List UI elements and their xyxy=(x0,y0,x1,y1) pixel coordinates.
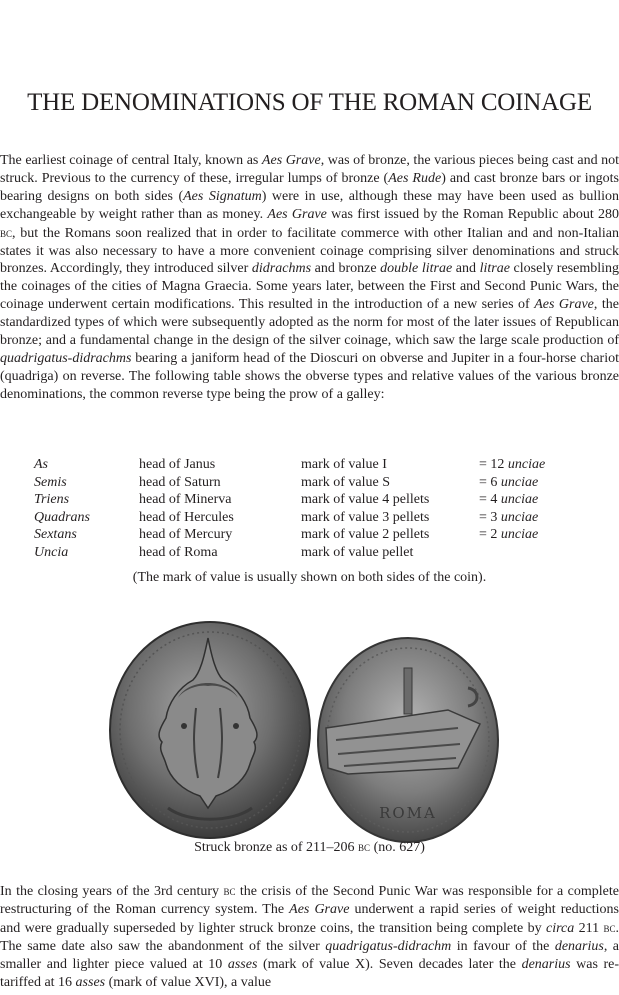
denomination-type: head of Minerva xyxy=(139,492,232,508)
denominations-table xyxy=(34,456,599,562)
intro-paragraph: The earliest coinage of central Italy, known as Aes Grave, was of bronze, the various pieces being cast and not struck. Previous to the currency of these, irregular lumps of bronze (Aes Rude) and cast bronze bars or ingots bearing designs on both sides (Aes Signatum) were in use, although these may have been used as bullion exchangeable by weight rather than as money. Aes Grave was first issued by the Roman Republic about 280 bc, but the Romans soon realized that in order to facilitate commerce with other Italian and and non-Italian states it was also necessary to have a more convenient coinage comprising silver denominations and struck bronzes. Accordingly, they introduced silver didrachms and bronze double litrae and litrae closely resembling the coinages of the cities of Magna Graecia. Some years later, between the First and Second Punic Wars, the coinage underwent certain modifications. This resulted in the introduction of a new series of Aes Grave, the standardized types of which were subsequently adopted as the norm for most of the later issues of Republican bronze; and a fundamental change in the design of the silver coinage, which saw the large scale production of quadrigatus-didrachms bearing a janiform head of the Dioscuri on obverse and Jupiter in a four-horse chariot (quadriga) on reverse. The following table shows the obverse types and relative values of the various bronze denominations, the common reverse type being the prow of a galley: xyxy=(0,153,619,402)
denomination-name: Uncia xyxy=(34,544,69,560)
denomination-row xyxy=(34,526,599,544)
figure-caption: Struck bronze as of 211–206 bc (no. 627) xyxy=(194,839,425,855)
denomination-row xyxy=(34,474,599,492)
denomination-type: head of Mercury xyxy=(139,527,233,543)
denomination-row xyxy=(34,491,599,509)
denomination-value xyxy=(479,544,599,562)
table-note: (The mark of value is usually shown on both sides of the coin). xyxy=(132,570,487,585)
denomination-row xyxy=(34,509,599,527)
denomination-name: Triens xyxy=(34,492,70,508)
denomination-row xyxy=(34,456,599,474)
denomination-mark: mark of value S xyxy=(301,474,391,490)
reverse-legend: ROMA xyxy=(379,804,437,822)
denomination-value: = 2 unciae xyxy=(479,527,539,543)
denomination-mark: mark of value 3 pellets xyxy=(301,509,430,525)
denomination-type: head of Saturn xyxy=(139,474,221,490)
denomination-mark: mark of value 4 pellets xyxy=(301,492,430,508)
denomination-value: = 6 unciae xyxy=(479,474,539,490)
denomination-mark: mark of value pellet xyxy=(301,544,414,560)
closing-paragraph: In the closing years of the 3rd century bc the crisis of the Second Punic War was responsible for a complete restructuring of the Roman currency system. The Aes Grave underwent a rapid series of weight reductions and were gradually superseded by lighter struck bronze coins, the transition being complete by circa 211 bc. The same date also saw the abandonment of the silver quadrigatus-didrachm in favour of the denarius, a smaller and lighter piece valued at 10 asses (mark of value X). Seven decades later the denarius was re-tariffed at 16 asses (mark of value XVI), a value xyxy=(0,883,619,990)
denomination-value: = 12 unciae xyxy=(479,457,546,472)
denomination-value: = 3 unciae xyxy=(479,509,539,525)
denomination-name: Semis xyxy=(34,474,67,490)
denomination-name: Quadrans xyxy=(34,509,91,525)
denomination-type: head of Janus xyxy=(139,457,216,472)
denomination-row xyxy=(34,544,599,562)
denomination-value: = 4 unciae xyxy=(479,492,539,508)
coin-photo xyxy=(108,618,508,843)
denomination-name: As xyxy=(34,457,48,472)
denomination-mark: mark of value I xyxy=(301,457,387,472)
page-title: THE DENOMINATIONS OF THE ROMAN COINAGE xyxy=(27,89,592,116)
coin-obverse xyxy=(110,622,310,838)
denomination-type: head of Hercules xyxy=(139,509,234,525)
coin-figure xyxy=(108,618,508,843)
denomination-type: head of Roma xyxy=(139,544,218,560)
denomination-mark: mark of value 2 pellets xyxy=(301,527,430,543)
denomination-name: Sextans xyxy=(34,527,77,543)
coin-reverse xyxy=(318,638,498,842)
